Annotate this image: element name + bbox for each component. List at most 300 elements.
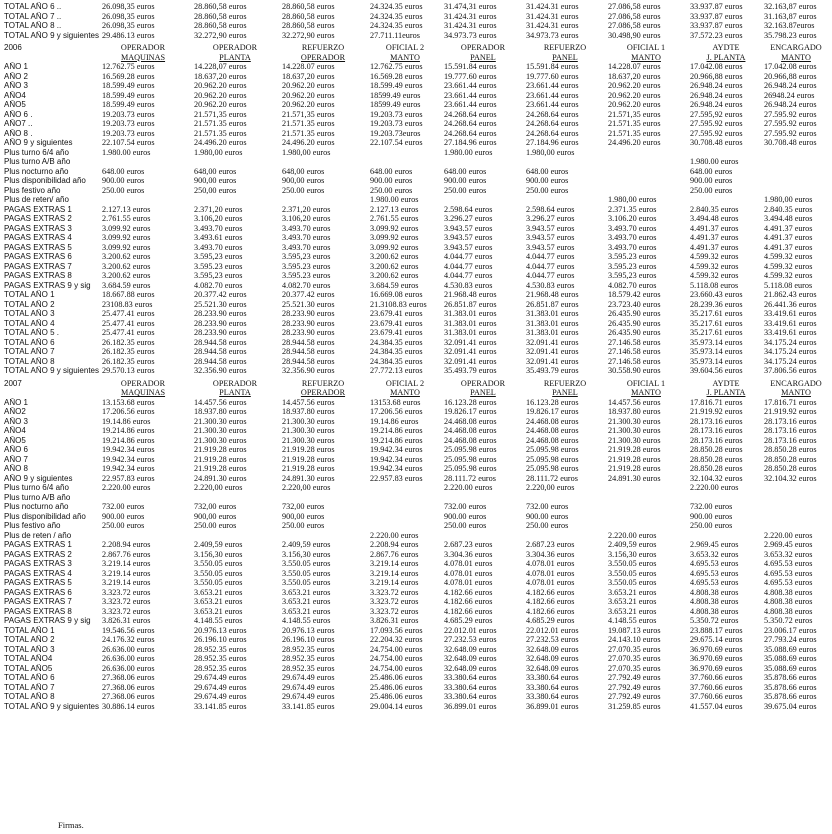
row-label: Plus festivo año (4, 521, 61, 530)
table-cell: 20.962.20 euros (608, 81, 661, 90)
table-cell: 2.127.13 euros (102, 204, 151, 214)
table-cell: 21.919.28 euros (282, 464, 335, 473)
table-cell: 3.943.57 euros (526, 233, 575, 242)
table-cell: 16.123.28 euros (444, 397, 497, 407)
table-cell: 16.669.08 euros (370, 290, 423, 299)
table-cell: 27.792.49 euros (608, 682, 661, 692)
table-cell: 21.919.28 euros (194, 445, 247, 454)
table-cell: 4.078.01 euros (444, 578, 493, 587)
table-cell: 4.044.77 euros (526, 271, 575, 280)
row-label: AÑO 1 (4, 62, 29, 71)
table-cell: 23.723.40 euros (608, 299, 661, 309)
table-cell: 4.491.37 euros (690, 223, 739, 233)
table-cell: 4.491.37 euros (764, 242, 813, 252)
table-cell: 28.233.90 euros (194, 328, 247, 337)
table-cell: 27.595.92 euros (764, 119, 817, 128)
row-label: PAGAS EXTRAS 3 (4, 223, 72, 233)
row-label: AÑO5 (4, 100, 26, 109)
row-label: PAGAS EXTRAS 4 (4, 233, 72, 242)
table-cell: 3.653.21 euros (608, 606, 657, 616)
row-label: AÑO 3 (4, 81, 29, 90)
table-row (4, 319, 828, 329)
table-cell: 2.208.94 euros (102, 540, 151, 549)
table-cell: 28.233.90 euros (282, 328, 335, 337)
table-cell: 32.104.32 euros (690, 473, 743, 483)
table-cell: 3.323.72 euros (102, 606, 151, 616)
table-cell: 35.493.79 euros (444, 366, 497, 375)
table-cell: 21.968.48 euros (526, 290, 579, 299)
table-cell: 27.232.53 euros (526, 635, 579, 644)
table-cell: 4.599.32 euros (764, 271, 813, 280)
table-cell: 32.648.09 euros (526, 644, 579, 654)
table-cell: 35.878.66 euros (764, 673, 817, 682)
table-cell: 27.792.49 euros (608, 692, 661, 701)
table-cell: 900.00 euros (690, 176, 733, 185)
table-cell: 3.943.57 euros (526, 242, 575, 252)
table-cell: 19.203.73euros (370, 128, 421, 138)
table-row (4, 455, 828, 465)
table-cell: 25.095.98 euros (444, 445, 497, 454)
table-cell: 26.196.10 euros (282, 635, 335, 644)
table-cell: 36.970.69 euros (690, 644, 743, 654)
table-cell: 3.653.21 euros (608, 587, 657, 597)
row-label: Plus festivo año (4, 185, 61, 195)
table-cell: 23.660.43 euros (690, 290, 743, 299)
table-cell: 35.973.14 euros (690, 347, 743, 356)
table-cell: 31.474,31 euros (444, 2, 497, 11)
table-cell: 4.078.01 euros (526, 578, 575, 587)
table-row (4, 62, 828, 72)
table-cell: 35.217.61 euros (690, 318, 743, 328)
table-cell: 4.695.53 euros (764, 559, 813, 568)
table-cell: 3.943.57 euros (444, 223, 493, 233)
table-cell: 35.217.61 euros (690, 328, 743, 337)
table-cell: 28.173.16 euros (690, 435, 743, 445)
table-row (4, 167, 828, 177)
table-cell: 3.943.57 euros (444, 233, 493, 242)
table-cell: 21.300.30 euros (282, 426, 335, 435)
table-cell: 250.00 euros (194, 521, 237, 530)
table-cell: 28.944.58 euros (194, 337, 247, 347)
table-cell: AYDTE (712, 43, 740, 52)
table-cell: 35.973.14 euros (690, 337, 743, 347)
table-cell: 21.571.35 euros (194, 119, 247, 128)
table-cell: 25.095.98 euros (526, 464, 579, 473)
table-cell: 26.636.00 euros (102, 654, 155, 663)
table-cell: 2.220.00 euros (102, 483, 151, 492)
table-cell: 28.860,58 euros (194, 21, 247, 30)
table-cell: 3.550.05 euros (608, 578, 657, 587)
table-cell: MANTO (390, 388, 420, 397)
table-cell: 17.816.71 euros (690, 397, 743, 407)
table-row (4, 512, 828, 522)
table-cell: 4.599.32 euros (764, 252, 813, 261)
table-cell: 4.695.53 euros (690, 568, 739, 578)
table-cell: 24.754.00 euros (370, 663, 423, 673)
row-label: PAGAS EXTRAS 3 (4, 559, 72, 568)
table-cell: 28.233.90 euros (282, 318, 335, 328)
table-cell: 29.004.14 euros (370, 701, 423, 711)
table-row (4, 328, 828, 338)
table-cell: 3.493.61 euros (194, 233, 243, 242)
table-cell: 28.944.58 euros (194, 347, 247, 356)
table-cell: 32.272,90 euros (282, 30, 335, 40)
table-cell: 21.919.92 euros (690, 407, 743, 416)
table-cell: 732.00 euros (444, 502, 487, 511)
row-label: AÑO 6 . (4, 109, 33, 119)
table-row (4, 281, 828, 291)
table-cell: 2.371,20 euros (282, 204, 331, 214)
table-row (4, 683, 828, 693)
table-cell: 3.493.70 euros (282, 233, 331, 242)
row-label: Plus turno 6/4 año (4, 147, 69, 157)
table-cell: OPERADOR (460, 43, 506, 52)
table-cell: 17.042.08 euros (690, 62, 743, 71)
row-label: PAGAS EXTRAS 5 (4, 578, 72, 587)
table-cell: 35.878.66 euros (764, 692, 817, 701)
table-cell: 33.380.64 euros (526, 692, 579, 701)
table-cell: 25.095.98 euros (526, 445, 579, 454)
row-label: AÑO 1 (4, 397, 29, 407)
table-cell: 33.419.61 euros (764, 318, 817, 328)
table-cell: 19.942.34 euros (102, 445, 155, 454)
table-cell: 4.182.66 euros (526, 606, 575, 616)
table-cell: REFUERZO (301, 43, 345, 52)
table-cell: 27.368.06 euros (102, 682, 155, 692)
table-cell: 19.214.86 euros (370, 426, 423, 435)
table-cell: 19.777.60 euros (526, 71, 579, 81)
table-cell: 36.899.01 euros (526, 701, 579, 711)
table-cell: 3.493.70 euros (608, 223, 657, 233)
table-cell: 900.00 euros (444, 176, 487, 185)
table-cell: 23.661.44 euros (526, 81, 579, 90)
table-cell: 28.111.72 euros (444, 473, 496, 483)
table-cell: 3.493.70 euros (608, 242, 657, 252)
table-cell: 3.219.14 euros (102, 568, 151, 578)
table-cell: 23.679.41 euros (370, 318, 423, 328)
table-cell: 30.886.14 euros (102, 701, 155, 711)
table-cell: 900.00 euros (102, 176, 145, 185)
table-cell: 3.595,23 euros (608, 271, 657, 280)
table-cell: 648,00 euros (282, 166, 325, 176)
table-row (4, 347, 828, 357)
table-cell: OFICIAL 2 (385, 43, 425, 52)
table-row (4, 426, 828, 436)
table-row (4, 72, 828, 82)
table-cell: 18.637,20 euros (608, 71, 661, 81)
table-cell: 14.457.56 euros (608, 397, 661, 407)
table-cell: 32.163.87euros (764, 21, 815, 30)
table-cell: 25.095.98 euros (526, 454, 579, 464)
table-cell: 18599.49 euros (370, 90, 421, 100)
table-cell: 17.042.08 euros (764, 62, 817, 71)
table-cell: 21.919.28 euros (608, 464, 661, 473)
table-cell: PANEL (552, 52, 578, 62)
year-header-row (4, 43, 828, 53)
table-cell: 3.653.21 euros (282, 597, 331, 606)
table-cell: 4.599.32 euros (764, 261, 813, 271)
row-label: PAGAS EXTRAS 6 (4, 252, 72, 261)
column-subheader-row (4, 388, 828, 398)
table-cell: 24.268.64 euros (526, 109, 579, 119)
table-cell: 4.078.01 euros (526, 568, 575, 578)
table-row (4, 531, 828, 541)
table-cell: 4.078.01 euros (444, 568, 493, 578)
table-cell: 21.571.35 euros (282, 119, 335, 128)
table-cell: 4.491.37 euros (764, 223, 813, 233)
table-cell: 32.648.09 euros (526, 663, 579, 673)
table-cell: 4.695.53 euros (764, 578, 813, 587)
table-row (4, 692, 828, 702)
table-cell: 33.937.87 euros (690, 2, 743, 11)
table-cell: 32.091.41 euros (526, 347, 579, 356)
table-cell: 33.141.85 euros (282, 701, 335, 711)
table-cell: 18.637,20 euros (194, 71, 247, 81)
table-cell: 21.571.35 euros (608, 119, 661, 128)
table-cell: 3.493.70 euros (282, 242, 331, 252)
table-cell: 900,00 euros (282, 511, 325, 521)
table-cell: 19.777.60 euros (444, 71, 497, 81)
table-cell: 3.219.14 euros (370, 578, 419, 587)
table-cell: 27.368.06 euros (102, 692, 155, 701)
table-cell: 26.182.35 euros (102, 356, 155, 366)
table-cell: 26.948.24 euros (690, 81, 743, 90)
table-cell: 33.380.64 euros (444, 692, 497, 701)
table-cell: 34.973.73 euros (526, 30, 579, 40)
table-cell: 37.806.56 euros (764, 366, 817, 375)
table-cell: 3.550.05 euros (282, 568, 331, 578)
row-label: PAGAS EXTRAS 8 (4, 271, 72, 280)
table-cell: 29.674.49 euros (282, 682, 335, 692)
table-cell: OPERADOR (300, 388, 346, 397)
table-cell: 27.793.24 euros (764, 635, 817, 644)
table-row (4, 100, 828, 110)
table-cell: MANTO (781, 52, 811, 62)
table-cell: 4.599.32 euros (690, 261, 739, 271)
table-cell: 648.00 euros (370, 166, 413, 176)
year-header-row (4, 379, 828, 389)
table-cell: 21.300.30 euros (194, 435, 247, 445)
table-cell: 4.044.77 euros (444, 252, 493, 261)
row-label: TOTAL AÑO 7 .. (4, 11, 62, 21)
table-row (4, 550, 828, 560)
table-cell: 900,00 euros (194, 511, 237, 521)
table-cell: MANTO (631, 52, 661, 62)
row-label: AÑO5 (4, 435, 26, 445)
table-cell: 28.173.16 euros (764, 416, 817, 426)
table-cell: 18.579.42 euros (608, 290, 661, 299)
table-cell: 26.182.35 euros (102, 337, 155, 347)
table-cell: 3.550.05 euros (282, 559, 331, 568)
table-cell: 18.667.88 euros (102, 290, 155, 299)
table-cell: OPERADOR (212, 378, 258, 388)
table-cell: 31.424.31 euros (444, 21, 497, 30)
table-cell: 3.943.57 euros (444, 242, 493, 252)
table-row (4, 12, 828, 22)
table-cell: 37.760.66 euros (690, 692, 743, 701)
table-cell: 24.496.20 euros (608, 138, 661, 147)
table-cell: 26.851.87 euros (526, 299, 579, 309)
table-row (4, 436, 828, 446)
table-cell: 30.498,90 euros (608, 30, 661, 40)
table-cell: OPERADOR (120, 378, 166, 388)
table-cell: 36.899.01 euros (444, 701, 497, 711)
table-cell: 20.962.20 euros (194, 100, 247, 109)
table-cell: 27.595.92 euros (764, 128, 817, 138)
table-cell: MAQUINAS (120, 52, 166, 62)
table-cell: 27.595,92 euros (690, 109, 743, 119)
row-label: AÑO 9 y siguientes (4, 473, 73, 483)
row-label: PAGAS EXTRAS 9 y sig (4, 616, 91, 625)
table-cell: 24.468.08 euros (526, 435, 579, 445)
row-label: Plus de reten / año (4, 530, 72, 540)
table-cell: 21.862.43 euros (764, 290, 817, 299)
row-label: PAGAS EXTRAS 5 (4, 242, 72, 252)
table-cell: 4.182.66 euros (444, 597, 493, 606)
table-row (4, 521, 828, 531)
table-cell: 26.948.24 euros (690, 100, 743, 109)
table-cell: 28.173.16 euros (690, 426, 743, 435)
table-cell: 2.761.55 euros (102, 214, 151, 223)
table-cell: 250.00 euros (282, 521, 325, 530)
table-cell: 2.409,59 euros (194, 540, 243, 549)
table-cell: 648.00 euros (444, 166, 487, 176)
table-row (4, 21, 828, 31)
table-cell: 26.948.24 euros (764, 100, 817, 109)
table-row (4, 502, 828, 512)
row-label: AÑO 3 (4, 416, 29, 426)
table-cell: 1.980,00 euros (608, 195, 657, 204)
table-cell: 17.093.56 euros (370, 625, 423, 635)
table-cell: 1.980,00 euros (526, 147, 575, 157)
table-cell: 2.220,00 euros (526, 483, 575, 492)
table-row (4, 559, 828, 569)
table-cell: 28.239.36 euros (690, 299, 743, 309)
table-cell: 3.296.27 euros (526, 214, 575, 223)
table-cell: 3.653.21 euros (282, 587, 331, 597)
table-cell: 29.486.13 euros (102, 30, 155, 40)
table-cell: 3.304.36 euros (526, 549, 575, 559)
row-label: Plus turno A/B año (4, 157, 71, 166)
table-cell: 36.970.69 euros (690, 654, 743, 663)
table-cell: 14.228.07 euros (282, 62, 335, 71)
table-cell: 2.867.76 euros (102, 549, 151, 559)
table-cell: 4.808.38 euros (764, 606, 813, 616)
table-cell: 28.173.16 euros (764, 435, 817, 445)
table-cell: 24.891.30 euros (282, 473, 335, 483)
table-cell: 4.695.53 euros (764, 568, 813, 578)
table-cell: 18.599.49 euros (370, 81, 423, 90)
table-cell: 1.980,00 euros (764, 195, 813, 204)
row-label: TOTAL AÑO 7 (4, 347, 55, 356)
table-cell: 732,00 euros (194, 502, 237, 511)
table-cell: 35.878.66 euros (764, 682, 817, 692)
row-label: TOTAL AÑO 1 (4, 290, 55, 299)
row-label: Plus turno 6/4 año (4, 483, 69, 492)
table-cell: 19.942.34 euros (370, 445, 423, 454)
table-cell: 4.044.77 euros (444, 271, 493, 280)
table-cell: 37.760.66 euros (690, 682, 743, 692)
table-cell: 648,00 euros (194, 166, 237, 176)
table-row (4, 673, 828, 683)
table-row (4, 357, 828, 367)
table-cell: 3.156,30 euros (608, 549, 657, 559)
table-cell: 2.840.35 euros (764, 204, 813, 214)
table-cell: 32.648.09 euros (444, 663, 497, 673)
table-cell: 25.477.41 euros (102, 309, 155, 318)
table-row (4, 262, 828, 272)
table-cell: PLANTA (219, 52, 251, 62)
table-cell: 250,00 euros (194, 185, 237, 195)
table-cell: 39.604.56 euros (690, 366, 743, 375)
table-cell: 24.468.08 euros (444, 435, 497, 445)
table-cell: 2.220,00 euros (194, 483, 243, 492)
table-cell: 3.595.23 euros (282, 261, 331, 271)
table-cell: 21.3108.83 euros (370, 299, 427, 309)
table-cell: 31.424.31 euros (526, 11, 579, 21)
table-cell: ENCARGADO (770, 43, 822, 52)
row-label: TOTAL AÑO 6 (4, 337, 55, 347)
table-cell: 3.219.14 euros (102, 578, 151, 587)
table-cell: 35.973.14 euros (690, 356, 743, 366)
table-cell: 24.268.64 euros (526, 119, 579, 128)
table-cell: 28.952.35 euros (282, 663, 335, 673)
table-cell: 26.636.00 euros (102, 663, 155, 673)
table-cell: 26.948.24 euros (764, 81, 817, 90)
table-cell: 19.14.86 euros (102, 416, 151, 426)
table-cell: 19.203.73 euros (102, 119, 155, 128)
table-cell: 24.384.35 euros (370, 347, 423, 356)
table-cell: 22.107.54 euros (370, 138, 423, 147)
row-label: AÑO2 (4, 407, 26, 416)
table-cell: 18.599.49 euros (102, 90, 155, 100)
table-cell: 732.00 euros (526, 502, 569, 511)
row-label: AÑO4 (4, 426, 26, 435)
table-cell: 19.942.34 euros (370, 454, 423, 464)
table-cell: 18.599.49 euros (102, 100, 155, 109)
table-cell: 24.468.08 euros (526, 416, 579, 426)
salary-table (4, 2, 828, 711)
table-cell: 3.550.05 euros (194, 568, 243, 578)
table-cell: 3.200.62 euros (370, 261, 419, 271)
table-row (4, 214, 828, 224)
table-cell: 20.962.20 euros (282, 81, 335, 90)
table-row (4, 148, 828, 158)
table-cell: 21.919.92 euros (764, 407, 817, 416)
table-cell: 250.00 euros (526, 521, 569, 530)
table-cell: 648.00 euros (526, 166, 569, 176)
table-cell: 21.571,35 euros (608, 109, 661, 119)
table-cell: 24.143.10 euros (608, 635, 661, 644)
table-row (4, 91, 828, 101)
table-row (4, 338, 828, 348)
table-cell: 5.118.08 euros (764, 280, 813, 290)
table-cell: 25.486.06 euros (370, 673, 423, 682)
table-cell: 3.653.32 euros (764, 549, 813, 559)
table-cell: PANEL (470, 388, 496, 397)
table-cell: 2.371.35 euros (608, 204, 657, 214)
row-label: TOTAL AÑO 8 .. (4, 21, 62, 30)
table-cell: 28.860,58 euros (282, 2, 335, 11)
table-cell: 4.148.55 euros (282, 616, 331, 625)
table-cell: 3.550.05 euros (194, 559, 243, 568)
table-row (4, 176, 828, 186)
row-label: TOTAL AÑO 8 (4, 692, 55, 701)
table-cell: 18599.49 euros (370, 100, 421, 109)
table-row (4, 417, 828, 427)
table-cell: 33.380.64 euros (526, 682, 579, 692)
table-cell: 900.00 euros (102, 511, 145, 521)
